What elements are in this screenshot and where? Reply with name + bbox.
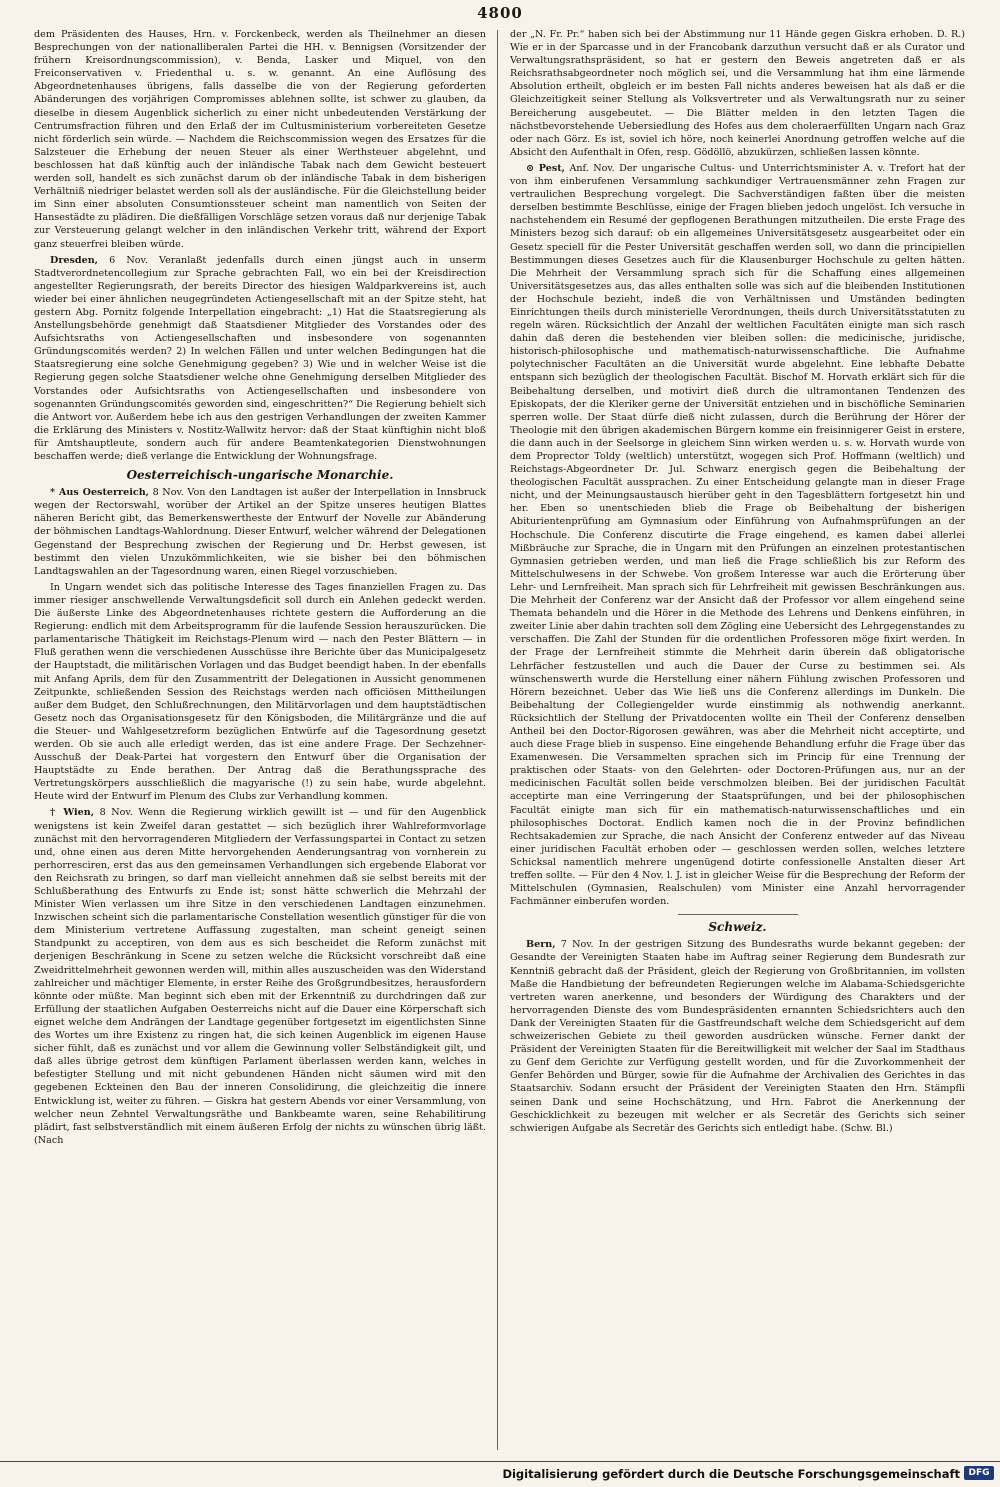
article-paragraph [34, 254, 486, 464]
footer-funding-note: Digitalisierung gefördert durch die Deutsche Forschungsgemeinschaft [502, 1467, 960, 1481]
article-paragraph [510, 938, 965, 1134]
section-heading: Oesterreichisch-ungarische Monarchie. [126, 468, 394, 483]
footer-rule [0, 1461, 1000, 1462]
paragraph-text: 8 Nov. Wenn die Regierung wirklich gewillt ist — und für den Augenblick wenigstens ist kein Zweifel daran gestattet — sich bezüglich ihrer Wahlreformvorlage zunächst mit den hervorragenderen Mitgliedern der Verfassungspartei in Contact zu setzen und, ohne einen aus deren Mitte hervorgehenden Aenderungsantrag von vornherein zu perhorresciren, erst das aus den gemeinsamen Verhandlungen sich ergebende Elaborat vor den Reichsrath zu bringen, so darf man vielleicht annehmen daß sie selbst bereits mit der Schlußberathung des Entwurfs zu Ende ist; sonst hätte schwerlich die Mehrzahl der Minister Wien verlassen um ihre Sitze in den verschiedenen Landtagen einzunehmen. Inzwischen scheint sich die parlamentarische Constellation wesentlich günstiger für die von dem Ministerium vertretene Auffassung zugestalten, man scheint geneigt seinen Standpunkt zu acceptiren, von dem aus es sich bescheidet die Reform zunächst mit derjenigen Beschränkung in Scene zu setzen welche die Rücksicht vorschreibt daß eine Zweidrittelmehrheit gewonnen werden will, mithin alles auszuscheiden was den Widerstand zahlreicher und mächtiger Elemente, in erster Reihe des Großgrundbesitzes, herausfordern könnte oder müßte. Man beginnt sich eben mit der Erkenntniß zu durchdringen daß zur Erfüllung der staatlichen Aufgaben Oesterreichs nicht auf die Dauer eine Körperschaft sich eignet welche dem Andrängen der Landtage gegenüber fortgesetzt im eigentlichsten Sinne des Wortes um ihre Existenz zu ringen hat, die sich keinen Augenblick im eigenen Hause sicher fühlt, daß es zunächst und vor allem die Gewinnung voller Selbständigkeit gilt, und daß alles übrige getrost dem künftigen Parlament überlassen werden kann, welches in befestigter Stellung und mit nicht gebundenen Händen nicht säumen wird mit den gegebenen Eckteinen den Bau der inneren Consolidirung, die gleichzeitig die innere Entwicklung ist, weiter zu führen. — Giskra hat gestern Abends vor einer Versammlung, von welcher neun Zehntel Verwaltungsräthe und Bankbeamte waren, seine Rehabilitirung plädirt, fast selbstverständlich mit einem äußeren Erfolg der nichts zu wünschen übrig läßt. (Nach [34, 807, 486, 1146]
left-column [34, 28, 486, 1448]
paragraph-text: 7 Nov. In der gestrigen Sitzung des Bundesraths wurde bekannt gegeben: der Gesandte der Vereinigten Staaten habe im Auftrag seiner Regierung dem Bundesrath zur Kenntniß gebracht daß der Präsident, gleich der Regierung von Großbritannien, im vollsten Maße die Handbietung der befreundeten Regierungen welche im Alabama-Schiedsgerichte vertreten waren anerkenne, und besonders der Würdigung des Charakters und der hervorragenden Dienste des vom Bundespräsidenten ernannten Schiedsrichters auch den Dank der Vereinigten Staaten für die Gastfreundschaft welche dem Schiedsgericht auf dem schweizerischen Gebiete zu theil geworden ausdrücken wünsche. Ferner dankt der Präsident der Vereinigten Staaten für die Bereitwilligkeit mit welcher der Saal im Stadthaus zu Genf dem Gerichte zur Verfügung gestellt worden, und für die Zuvorkommenheit der Genfer Behörden und Bürger, sowie für die Aufnahme der Archivalien des Gerichtes in das Staatsarchiv. Sodann ersucht der Präsident der Vereinigten Staaten den Hrn. Stämpfli seinen Dank und seine Hochschätzung, und Hrn. Fabrot die Anerkennung der Geschicklichkeit zu bezeugen mit welcher er als Secretär des Gerichts sich seiner schwierigen Aufgabe als Secretär des Gerichts sich entledigt habe. (Schw. Bl.) [510, 939, 965, 1134]
article-paragraph [34, 486, 486, 578]
dateline: * Aus Oesterreich, [50, 487, 150, 499]
column-divider [497, 30, 498, 1450]
article-paragraph [34, 806, 486, 1146]
paragraph-text: Anf. Nov. Der ungarische Cultus- und Unterrichtsminister A. v. Trefort hat der von ihm einberufenen Versammlung sachkundiger Vertrauensmänner zehn Fragen zur vertraulichen Besprechung vorgelegt. Die Sachverständigen faßten über die meisten derselben bestimmte Beschlüsse, einige der Fragen blieben jedoch ungelöst. Ich versuche in nachstehendem ein Resumé der gepflogenen Berathungen mitzutheilen. Die erste Frage des Ministers bezog sich darauf: ob ein allgemeines Universitätsgesetz ausgearbeitet oder ein Gesetz speciell für die Pester Universität geschaffen werden soll, wo dann die principiellen Bestimmungen dieses Gesetzes auch für die Klausenburger Hochschule zu gelten hätten. Die Mehrheit der Versammlung sprach sich für die Schaffung eines allgemeinen Universitätsgesetzes aus, das alles enthalten solle was sich auf die bleibenden Institutionen der Hochschule bezieht, indeß die von Verhältnissen und Umständen bedingten Einrichtungen theils durch ministerielle Verordnungen, theils durch Universitätsstatuten zu regeln wären. Rücksichtlich der Anzahl der weltlichen Facultäten einigte man sich rasch dahin daß deren die bestehenden vier bleiben sollen: die medicinische, juridische, historisch-philosophische und mathematisch-naturwissenschaftliche. Die Aufnahme polytechnischer Facultäten an die Universität wurde abgelehnt. Eine lebhafte Debatte entspann sich bezüglich der theologischen Facultät. Bischof M. Horvath erklärt sich für die Beibehaltung derselben, und motivirt dieß durch die ultramontanen Tendenzen des Episkopats, der die Kleriker gerne der Universität entziehen und in bischöfliche Seminarien sperren wolle. Der Staat dürfe dieß nicht zulassen, durch die Berührung der Hörer der Theologie mit den übrigen akademischen Bürgern komme ein freisinnigerer Geist in erstere, die dann auch in der Seelsorge in gleichem Sinn wirken werden u. s. w. Horvath wurde von dem Proprector Toldy (weltlich) unterstützt, wogegen sich Prof. Hoffmann (weltlich) und Reichstags-Abgeordneter Dr. Jul. Schwarz energisch gegen die Beibehaltung der theologischen Facultät aussprachen. Zu einer Entscheidung gelangte man in dieser Frage nicht, und der Meinungsaustausch hierüber geht in den Tagesblättern fortgesetzt hin und her. Eben so unentschieden blieb die Frage ob Beibehaltung der bisherigen Abiturientenprüfung am Gymnasium oder Einführung von Aufnahmsprüfungen an der Hochschule. Die Conferenz discutirte die Frage eingehend, es kamen dabei allerlei Mißbräuche zur Sprache, die in Ungarn mit den Prüfungen an einzelnen protestantischen Gymnasien getrieben werden, und man ließ die Frage schließlich bis zur Reform des Mittelschulwesens in der Schwebe. Von großem Interesse war auch die Erörterung über Lehr- und Lernfreiheit. Man sprach sich für Lehrfreiheit mit gewissen Beschränkungen aus. Die Mehrheit der Conferenz war der Ansicht daß der Professor vor allem eingehend seine Themata behandeln und die Hörer in die Methode des Lehrens und Denkens einführen, in zweiter Linie aber dahin trachten soll dem Zögling eine Uebersicht des Lehrgegenstandes zu verschaffen. Die Zahl der Stunden für die ordentlichen Professoren möge fixirt werden. In der Frage der Lernfreiheit stimmte die Mehrheit darin überein daß obligatorische Lehrfächer festzustellen und auch die Dauer der Curse zu bestimmen sei. Als wünschenswerth wurde die Herstellung einer nähern Fühlung zwischen Professoren und Hörern bezeichnet. Ueber das Wie ließ uns die Conferenz allerdings im Dunkeln. Die Beibehaltung der Collegiengelder wurde einstimmig als nothwendig anerkannt. Rücksichtlich der Stellung der Privatdocenten wollte ein Theil der Conferenz denselben Antheil bei den Doctor-Rigorosen gewähren, was aber die Mehrheit nicht acceptirte, und auch diese Frage blieb in suspenso. Eine eingehende Behandlung erfuhr die Frage über das Examenwesen. Die Versammelten sprachen sich im Princip für eine Trennung der praktischen oder Staats- von den Gelehrten- oder Doctoren-Prüfungen aus, nur an der medicinischen Facultät sollen beide verschmolzen bleiben. Bei der juridischen Facultät acceptirte man eine Verringerung der Staatsprüfungen, und bei der philosophischen Facultät einigte man sich für ein mathematisch-naturwissenschaftliches und ein philosophisches Doctorat. Endlich kamen noch die in der Provinz befindlichen Rechtsakademien zur Sprache, die nach Ansicht der Conferenz entweder auf das Niveau einer juridischen Facultät erhoben oder — geschlossen werden sollen, welches letztere Schicksal namentlich mehrere ungenügend dotirte confessionelle Anstalten dieser Art treffen sollte. — Für den 4 Nov. l. J. ist in gleicher Weise für die Besprechung der Reform der Mittelschulen (Gymnasien, Realschulen) vom Minister eine Anzahl hervorragender Fachmänner einberufen worden. [510, 162, 965, 908]
article-paragraph: dem Präsidenten des Hauses, Hrn. v. Forckenbeck, werden als Theilnehmer an diesen Besprechungen von der nationalliberalen Partei die HH. v. Bennigsen (Vorsitzender der frühern Kreisordnungscommission), v. Benda, Lasker und Miquel, von den Freiconservativen v. Friedenthal u. s. w. genannt. An eine Auflösung des Abgeordnetenhauses übrigens, falls dasselbe die von der Regierung geforderten Abänderungen des vorjährigen Compromisses ablehnen sollte, ist schwer zu glauben, da dieselbe in diesem Augenblick sicherlich zu einer nicht unbedeutenden Verstärkung der Centrumsfraction führen und den Erlaß der im Cultusministerium vorbereiteten Gesetze nicht förderlich sein würde. — Nachdem die Reichscommission wegen des Ersatzes für die Salzsteuer die Erhebung der neuen Steuer als einer Werthsteuer abgelehnt, und beschlossen hat daß künftig auch der inländische Tabak nach dem Gewicht besteuert werden soll, handelt es sich zunächst darum ob der inländische Tabak in dem bisherigen Verhältniß niedriger belastet werden soll als der ausländische. Für die Gleichstellung beider im Sinn einer absoluten Consumtionssteuer scheint man namentlich von Seiten der Hansestädte zu plädiren. Die dießfälligen Vorschläge setzen voraus daß nur derjenige Tabak zur Versteuerung gelangt welcher in den inländischen Verkehr tritt, während der Export ganz steuerfrei bleiben würde. [34, 29, 486, 250]
paragraph-text: 8 Nov. Von den Landtagen ist außer der Interpellation in Innsbruck wegen der Rectorswahl, worüber der Artikel an der Spitze unseres heutigen Blattes näheren Bericht gibt, das Bemerkenswertheste der Entwurf der Novelle zur Abänderung der böhmischen Landtags-Wahlordnung. Dieser Entwurf, welcher während der Delegationen Gegenstand der Besprechung zwischen der Regierung und Dr. Herbst gewesen, ist bestimmt den vielen Unzukömmlichkeiten, wie sie bisher bei den böhmischen Landtagswahlen an der Tagesordnung waren, einen Riegel vorzuschieben. [34, 487, 486, 577]
dateline: Bern, [526, 939, 556, 951]
page-number: 4800 [477, 4, 523, 22]
section-heading: Schweiz. [708, 920, 767, 935]
article-paragraph: der „N. Fr. Pr.“ haben sich bei der Abstimmung nur 11 Hände gegen Giskra erhoben. D. R.) Wie er in der Sparcasse und in der Francobank darzuthun versucht daß er als Curator und Verwaltungsrathspräsident, so hat er gestern den Beweis angetreten daß er als Reichsrathsabgeordneter noch möglich sei, und die Versammlung hat ihm eine lärmende Absolution ertheilt, obgleich er im besten Fall nichts anderes beweisen hat als daß er die Gleichzeitigkeit seiner Stellung als Volksvertreter und als Verwaltungsrath nur zu seiner Bereicherung ausgebeutet. — Die Blätter melden in den letzten Tagen die nächstbevorstehende Uebersiedlung des Hofes aus dem choleraerfüllten Ungarn nach Graz oder nach Görz. Es ist, soviel ich höre, noch keinerlei Anordnung getroffen welche auf die Absicht den Aufenthalt in Ofen, resp. Gödöllö, abzukürzen, schließen lassen könnte. [510, 29, 965, 158]
paragraph-text: 6 Nov. Veranlaßt jedenfalls durch einen jüngst auch in unserm Stadtverordnetencollegium zur Sprache gebrachten Fall, wo ein bei der Kreisdirection angestellter Regierungsrath, der bereits Director des hiesigen Waldparkvereins ist, auch wieder bei einer ähnlichen neugegründeten Actiengesellschaft mit an der Spitze steht, hat gestern Abg. Pornitz folgende Interpellation eingebracht: „1) Hat die Staatsregierung als Anstellungsbehörde genehmigt daß Staatsdiener Mitglieder des Vorstandes oder des Aufsichtsraths von Actiengesellschaften und insbesondere von sogenannten Gründungscomités werden? 2) In welchen Fällen und unter welchen Bedingungen hat die Staatsregierung eine solche Genehmigung gegeben? 3) Wie und in welcher Weise ist die Regierung gegen solche Staatsdiener welche ohne Genehmigung derselben Mitglieder des Vorstandes oder Aufsichtsraths von Actiengesellschaften und insbesondere von sogenannten Gründungscomités geworden sind, eingeschritten?“ Die Regierung behielt sich die Antwort vor. Außerdem hebe ich aus den gestrigen Verhandlungen der zweiten Kammer die Erklärung des Ministers v. Nostitz-Wallwitz hervor: daß der Staat künftighin nicht bloß für Amtshauptleute, sondern auch für andere Beamtenkategorien Dienstwohnungen beschaffen werde; dieß verlange die Entwicklung der Wohnungsfrage. [34, 254, 486, 462]
dateline: † Wien, [50, 807, 95, 819]
dfg-logo-icon[interactable]: DFG [964, 1466, 994, 1480]
right-column [510, 28, 965, 1448]
dateline: Dresden, [50, 254, 99, 266]
dateline: ⊙ Pest, [526, 162, 565, 174]
section-rule [678, 914, 798, 915]
article-paragraph [510, 162, 965, 908]
article-paragraph: In Ungarn wendet sich das politische Interesse des Tages finanziellen Fragen zu. Das immer riesiger anschwellende Verwaltungsdeficit soll durch ein Anlehen gedeckt werden. Die äußerste Linke des Abgeordnetenhauses richtete gestern die Aufforderung an die Regierung: endlich mit dem Arbeitsprogramm für die laufende Session herauszurücken. Die parlamentarische Thätigkeit im Reichstags-Plenum wird — nach den Pester Blättern — in Fluß gerathen wenn die verschiedenen Ausschüsse ihre Berichte über das Municipalgesetz der Hauptstadt, die militärischen Vorlagen und das Budget beendigt haben. In der ebenfalls mit Anfang Aprils, dem für den Zusammentritt der Delegationen in Aussicht genommenen Zeitpunkte, schließenden Session des Reichstags werden nach officiösen Mittheilungen außer dem Budget, den Schlußrechnungen, den Militärvorlagen und dem hauptstädtischen Gesetz noch das Organisationsgesetz für den Königsboden, die Militärgränze und die auf die Steuer- und Wahlgesetzreform bezüglichen Entwürfe auf die Tagesordnung gesetzt werden. Ob sie auch alle erledigt werden, das ist eine andere Frage. Der Sechzehner-Ausschuß der Deak-Partei hat vorgestern den Entwurf über die Organisation der Hauptstädte zu Ende berathen. Der Antrag daß die Berathungssprache des Vertretungskörpers ausschließlich die magyarische (!) zu sein habe, wurde abgelehnt. Heute wird der Entwurf im Plenum des Clubs zur Verhandlung kommen. [34, 581, 486, 803]
